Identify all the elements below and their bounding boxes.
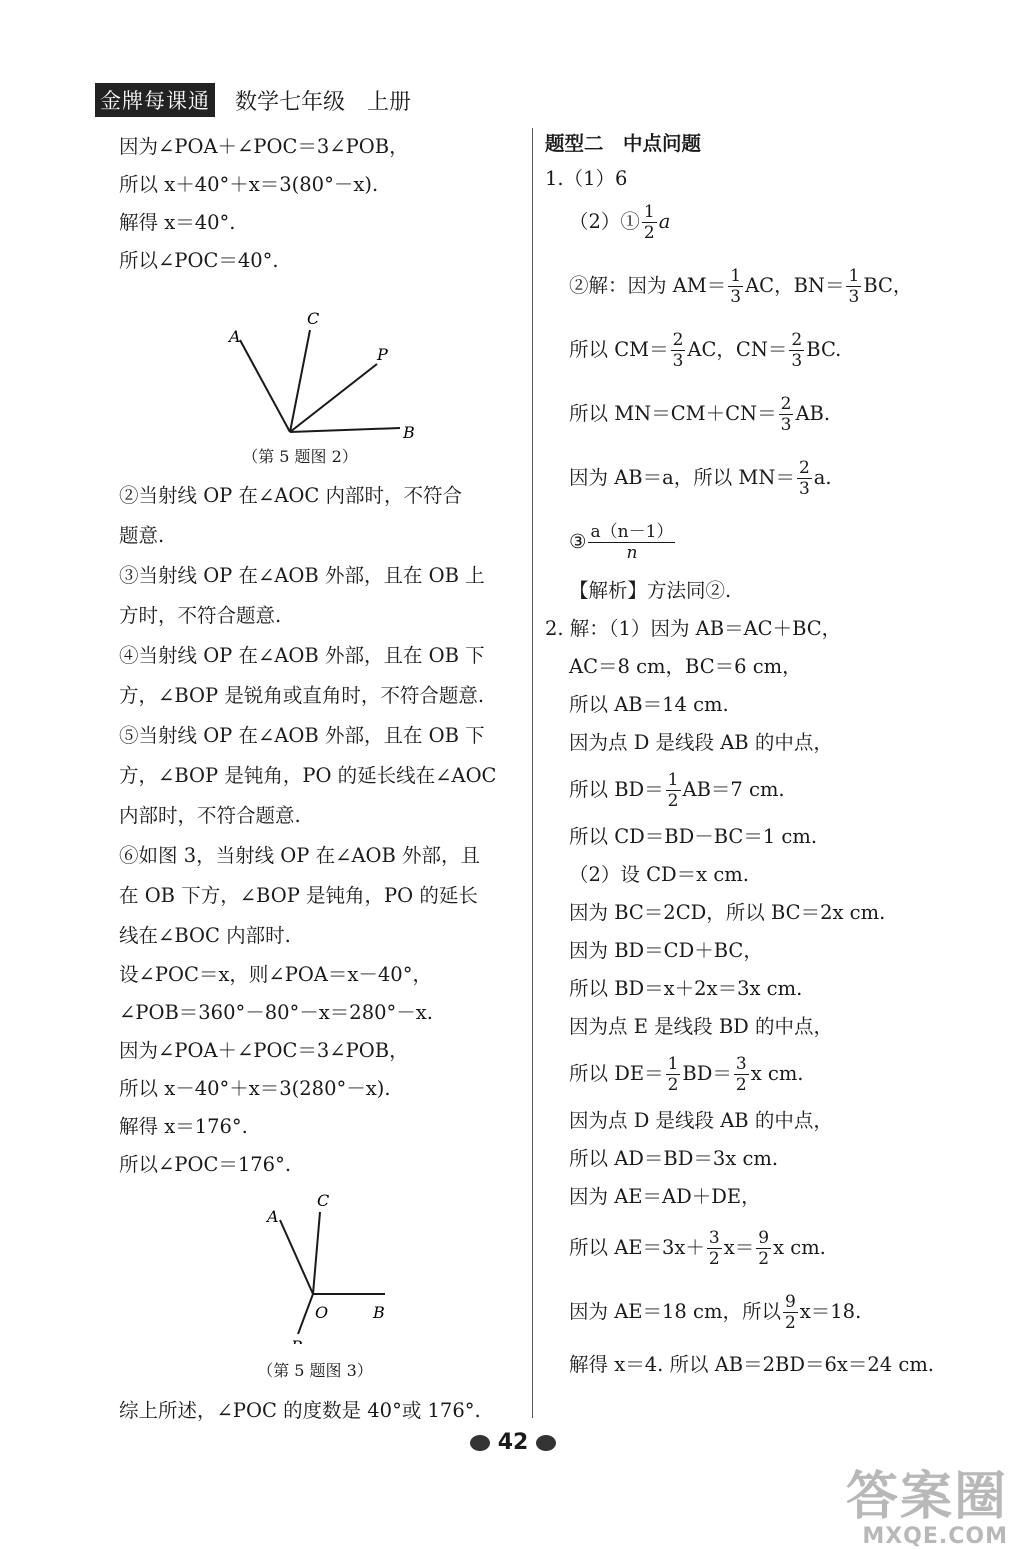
label-a: A	[229, 327, 241, 346]
page-header	[95, 84, 411, 116]
text-line: 所以 x－40°＋x＝3(280°－x).	[119, 1077, 391, 1100]
figure-3	[115, 1184, 525, 1380]
text-span: x＝	[723, 1236, 755, 1259]
label-b: B	[373, 1303, 385, 1322]
fraction-denominator: 2	[643, 223, 655, 243]
page-number	[0, 1430, 1026, 1455]
text-line: 方时，不符合题意.	[119, 604, 282, 627]
angle-diagram-2	[115, 280, 525, 440]
text-line: 方，∠BOP 是钝角，PO 的延长线在∠AOC	[119, 764, 497, 787]
fraction-numerator: 1	[730, 266, 742, 286]
fraction-numerator: 2	[780, 394, 792, 414]
right-column	[545, 128, 985, 1384]
fraction	[756, 1228, 771, 1269]
text-line: 所以 x＋40°＋x＝3(80°－x).	[119, 173, 379, 196]
fraction-denominator: 2	[667, 1075, 679, 1095]
text-span: x＝18.	[799, 1300, 862, 1323]
text-span: 所以 MN＝CM＋CN＝	[569, 402, 777, 425]
text-span: ③	[569, 530, 587, 553]
label-p	[290, 1337, 302, 1344]
text-span: AB＝7 cm.	[682, 778, 785, 801]
fraction-numerator: 3	[735, 1054, 747, 1074]
fraction-denominator: 3	[780, 415, 792, 435]
text-line: （2）设 CD＝x cm.	[569, 863, 749, 886]
text-span: a.	[813, 466, 832, 489]
text-line: 因为点 D 是线段 AB 的中点，	[569, 731, 833, 754]
fraction-denominator: 2	[735, 1075, 747, 1095]
label-p: P	[377, 345, 388, 364]
text-line: 所以∠POC＝40°.	[119, 249, 279, 272]
fraction	[783, 1292, 798, 1333]
text-span: BC，	[863, 274, 913, 297]
fraction-numerator: 3	[708, 1228, 720, 1248]
figure-caption: （第 5 题图 2）	[242, 447, 358, 466]
fraction	[588, 522, 675, 563]
fraction-numerator: 2	[672, 330, 684, 350]
label-c: C	[317, 1191, 330, 1210]
column-divider	[532, 128, 533, 1418]
text-line: 解得 x＝176°.	[119, 1115, 248, 1138]
fraction	[642, 202, 657, 243]
text-span: x cm.	[773, 1236, 826, 1259]
fraction	[707, 1228, 722, 1269]
fraction-numerator: 9	[758, 1228, 770, 1248]
formula-line	[545, 390, 985, 438]
fraction-numerator: 9	[784, 1292, 796, 1312]
leaf-icon	[536, 1435, 556, 1451]
label-o: O	[315, 1303, 329, 1322]
text-span: a	[658, 210, 671, 233]
fraction	[779, 394, 794, 435]
text-line: 因为 AE＝AD＋DE，	[569, 1185, 761, 1208]
fraction-numerator: a（n－1）	[590, 522, 674, 542]
text-span: 所以 BD＝	[569, 778, 664, 801]
fraction	[728, 266, 743, 307]
book-title: 数学七年级 上册	[235, 89, 412, 115]
formula-line	[545, 326, 985, 374]
text-line: 因为∠POA＋∠POC＝3∠POB，	[119, 1039, 409, 1062]
label-a: A	[267, 1207, 279, 1226]
leaf-icon	[470, 1435, 490, 1451]
fraction-numerator: 2	[798, 458, 810, 478]
text-line: 因为 BD＝CD＋BC，	[569, 939, 763, 962]
section-title: 题型二 中点问题	[545, 132, 702, 155]
text-line: ④当射线 OP 在∠AOB 外部，且在 OB 下	[119, 644, 485, 667]
fraction-numerator: 1	[667, 1054, 679, 1074]
fraction	[846, 266, 861, 307]
text-line: 1.（1）6	[545, 167, 628, 190]
text-span: BC.	[806, 338, 842, 361]
text-line: 所以 BD＝x＋2x＝3x cm.	[569, 977, 803, 1000]
text-line: 设∠POC＝x，则∠POA＝x－40°，	[119, 963, 432, 986]
text-line: 解得 x＝40°.	[119, 211, 236, 234]
fraction	[666, 770, 681, 811]
formula-line	[545, 766, 985, 814]
fraction-denominator: 2	[708, 1249, 720, 1269]
text-line: 所以∠POC＝176°.	[119, 1153, 292, 1176]
text-span: BD＝	[682, 1062, 732, 1085]
text-line: ⑤当射线 OP 在∠AOB 外部，且在 OB 下	[119, 724, 485, 747]
figure-2	[115, 280, 525, 470]
fraction-numerator: 2	[791, 330, 803, 350]
fraction-denominator: n	[626, 543, 638, 563]
angle-diagram-3	[115, 1184, 525, 1344]
fraction-denominator: 2	[667, 791, 679, 811]
formula-line	[545, 454, 985, 502]
text-line: ⑥如图 3，当射线 OP 在∠AOB 外部，且	[119, 844, 481, 867]
text-line: 方，∠BOP 是锐角或直角时，不符合题意.	[119, 684, 485, 707]
text-line: 解得 x＝4. 所以 AB＝2BD＝6x＝24 cm.	[569, 1353, 935, 1376]
fraction-numerator: 1	[643, 202, 655, 222]
fraction-denominator: 3	[730, 287, 742, 307]
text-span: AB.	[795, 402, 831, 425]
text-line: 所以 CD＝BD－BC＝1 cm.	[569, 825, 818, 848]
fraction-denominator: 3	[848, 287, 860, 307]
label-c: C	[307, 309, 320, 328]
text-span: ②解：因为 AM＝	[569, 274, 727, 297]
text-line: 因为∠POA＋∠POC＝3∠POB，	[119, 135, 409, 158]
text-span: AC，CN＝	[687, 338, 788, 361]
text-span: （2）①	[569, 210, 640, 233]
text-line: 因为点 D 是线段 AB 的中点，	[569, 1109, 833, 1132]
fraction	[671, 330, 686, 371]
fraction-denominator: 3	[791, 351, 803, 371]
brand-label: 金牌每课通	[95, 83, 215, 117]
fraction-denominator: 2	[758, 1249, 770, 1269]
text-span: 所以 AE＝3x＋	[569, 1236, 705, 1259]
fraction	[797, 458, 812, 499]
fraction-denominator: 3	[798, 479, 810, 499]
fraction-numerator: 1	[667, 770, 679, 790]
text-line: 线在∠BOC 内部时.	[119, 924, 291, 947]
text-line: 2. 解：（1）因为 AB＝AC＋BC，	[545, 617, 842, 640]
left-column	[115, 128, 525, 1430]
text-line: AC＝8 cm，BC＝6 cm，	[569, 655, 802, 678]
text-line: 所以 AD＝BD＝3x cm.	[569, 1147, 779, 1170]
text-line: 在 OB 下方，∠BOP 是钝角，PO 的延长	[119, 884, 478, 907]
text-span: 所以 DE＝	[569, 1062, 664, 1085]
label-b: B	[403, 423, 415, 440]
text-span: 因为 AB＝a，所以 MN＝	[569, 466, 795, 489]
formula-line	[545, 518, 985, 566]
text-line: 因为 BC＝2CD，所以 BC＝2x cm.	[569, 901, 886, 924]
text-span: 因为 AE＝18 cm，所以	[569, 1300, 781, 1323]
watermark-logo: 答案圈	[845, 1467, 1008, 1527]
fraction	[666, 1054, 681, 1095]
conclusion-line: 综上所述，∠POC 的度数是 40°或 176°.	[119, 1399, 481, 1422]
text-line: 内部时，不符合题意.	[119, 804, 301, 827]
text-span: x cm.	[750, 1062, 804, 1085]
text-line: ②当射线 OP 在∠AOC 内部时，不符合	[119, 484, 463, 507]
formula-line	[545, 1288, 985, 1336]
watermark	[845, 1467, 1008, 1549]
fraction	[734, 1054, 749, 1095]
text-span: AC，BN＝	[745, 274, 845, 297]
page-number-text: 42	[497, 1430, 529, 1455]
fraction	[789, 330, 804, 371]
watermark-url: MXQE.COM	[862, 1524, 1008, 1549]
text-line: 题意.	[119, 524, 165, 547]
text-line: ③当射线 OP 在∠AOB 外部，且在 OB 上	[119, 564, 485, 587]
formula-line	[545, 1224, 985, 1272]
figure-caption: （第 5 题图 3）	[257, 1361, 373, 1380]
fraction-numerator: 1	[848, 266, 860, 286]
text-line: 因为点 E 是线段 BD 的中点，	[569, 1015, 833, 1038]
analysis-line: 【解析】方法同②.	[569, 579, 732, 602]
formula-line	[545, 262, 985, 310]
text-line: 所以 AB＝14 cm.	[569, 693, 729, 716]
text-span: 所以 CM＝	[569, 338, 669, 361]
formula-line	[545, 1050, 985, 1098]
text-line: ∠POB＝360°－80°－x＝280°－x.	[119, 1001, 433, 1024]
formula-line	[545, 198, 985, 246]
fraction-denominator: 3	[672, 351, 684, 371]
label-o	[283, 437, 296, 440]
fraction-denominator: 2	[784, 1313, 796, 1333]
